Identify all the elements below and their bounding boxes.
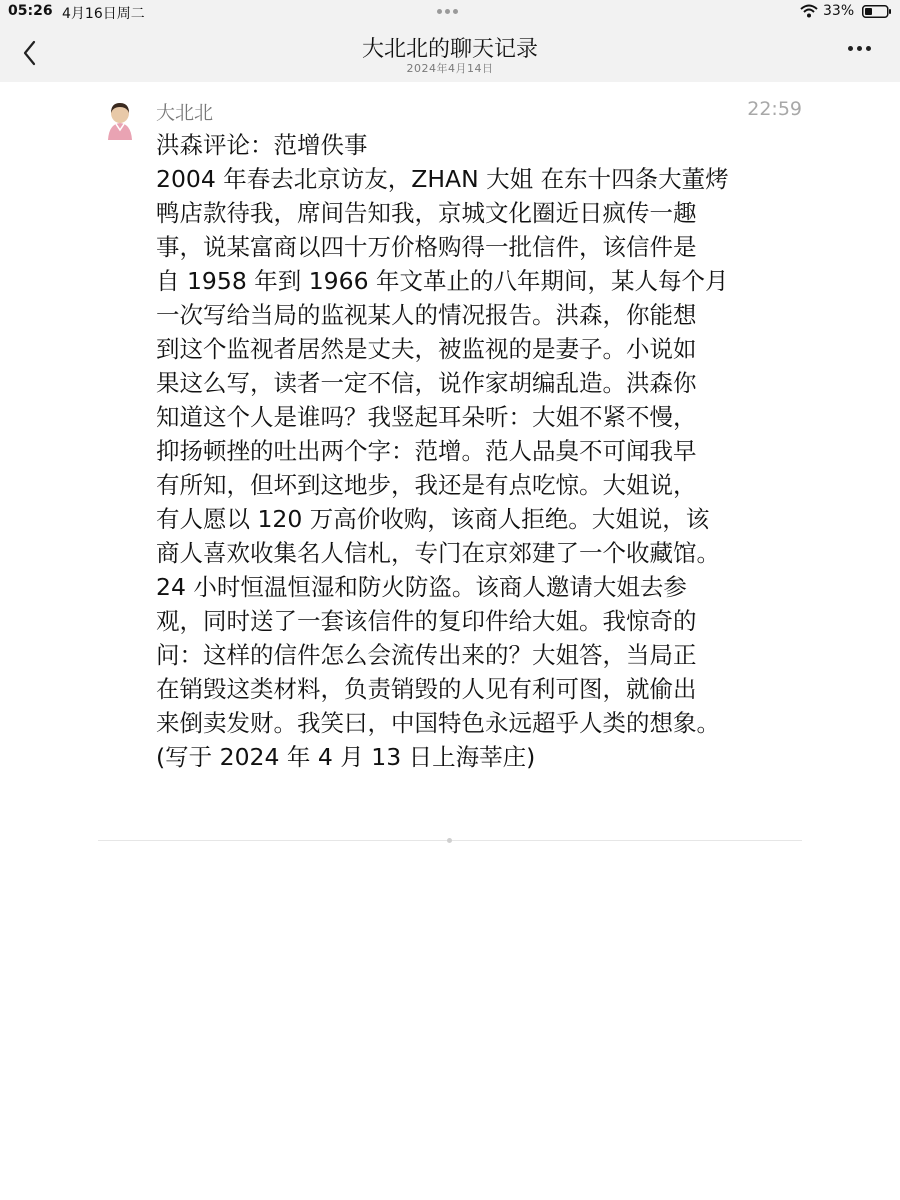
message-line: 鸭店款待我，席间告知我，京城文化圈近日疯传一趣 <box>156 199 697 227</box>
multitask-dots-icon[interactable] <box>437 9 463 15</box>
status-date: 4月16日周二 <box>62 6 145 22</box>
battery-percentage: 33% <box>823 3 855 19</box>
page-title: 大北北的聊天记录 <box>361 37 538 62</box>
message-line: 一次写给当局的监视某人的情况报告。洪森，你能想 <box>156 301 697 329</box>
message-timestamp: 22:59 <box>747 98 802 120</box>
divider-dot <box>447 838 452 843</box>
message-body <box>156 128 808 774</box>
status-time: 05:26 <box>8 3 53 19</box>
sender-name: 大北北 <box>156 102 214 124</box>
message-line: 知道这个人是谁吗？我竖起耳朵听：大姐不紧不慢， <box>156 403 697 431</box>
page-subtitle-date: 2024年4月14日 <box>406 62 494 75</box>
message-line: (写于 2024 年 4 月 13 日上海莘庄) <box>156 743 536 771</box>
message-line: 事，说某富商以四十万价格购得一批信件，该信件是 <box>156 233 697 261</box>
message-line: 24 小时恒温恒湿和防火防盗。该商人邀请大姐去参 <box>156 573 687 601</box>
message-line: 问：这样的信件怎么会流传出来的？大姐答，当局正 <box>156 641 697 669</box>
message-line: 抑扬顿挫的吐出两个字：范增。范人品臭不可闻我早 <box>156 437 697 465</box>
message-line: 商人喜欢收集名人信札，专门在京郊建了一个收藏馆。 <box>156 539 720 567</box>
more-dots-icon[interactable] <box>848 46 878 58</box>
status-bar <box>0 0 900 24</box>
message-line: 来倒卖发财。我笑曰，中国特色永远超乎人类的想象。 <box>156 709 720 737</box>
nav-bar <box>0 24 900 82</box>
message-line: 到这个监视者居然是丈夫，被监视的是妻子。小说如 <box>156 335 697 363</box>
wifi-icon <box>800 4 818 18</box>
avatar[interactable] <box>104 100 136 140</box>
battery-icon <box>862 5 892 18</box>
message-line: 观，同时送了一套该信件的复印件给大姐。我惊奇的 <box>156 607 697 635</box>
message-line: 洪森评论：范增佚事 <box>156 131 368 159</box>
message-line: 有所知，但坏到这地步，我还是有点吃惊。大姐说， <box>156 471 697 499</box>
message-line: 自 1958 年到 1966 年文革止的八年期间，某人每个月 <box>156 267 729 295</box>
message-line: 有人愿以 120 万高价收购，该商人拒绝。大姐说，该 <box>156 505 710 533</box>
message-line: 果这么写，读者一定不信，说作家胡编乱造。洪森你 <box>156 369 697 397</box>
message-line: 在销毁这类材料，负责销毁的人见有利可图，就偷出 <box>156 675 697 703</box>
message-line: 2004 年春去北京访友，ZHAN 大姐 在东十四条大董烤 <box>156 165 729 193</box>
